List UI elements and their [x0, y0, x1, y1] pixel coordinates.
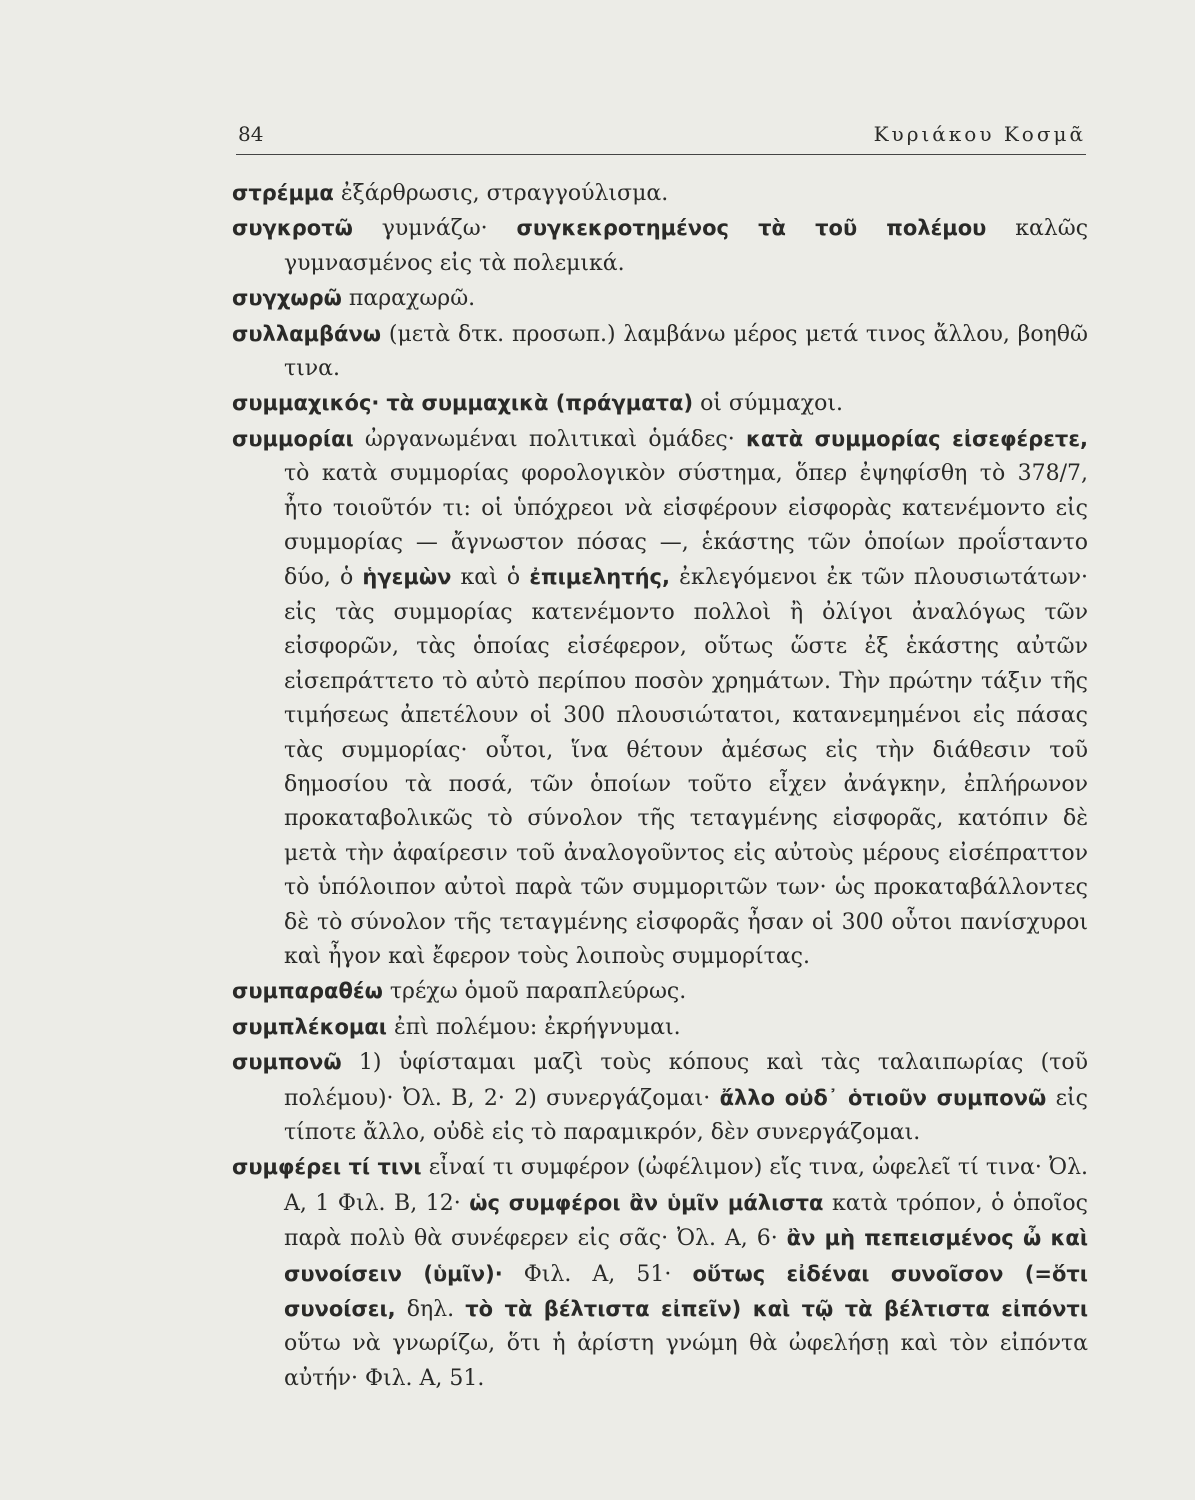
- headword: συμπλέκομαι: [232, 1014, 387, 1039]
- phrase-definition: εἰς τίποτε ἄλλο, οὐδὲ εἰς τὸ παραμικρόν, δὲν συνεργάζομαι.: [284, 1085, 1088, 1145]
- explanation-text: οὕτω νὰ γνωρίζω, ὅτι ἡ ἀρίστη γνώμη θὰ ὠφελήσῃ καὶ τὸν εἰπόντα αὐτήν· Φιλ. Α, 51.: [284, 1331, 1088, 1391]
- phrase: ὡς συμφέροι ἂν ὑμῖν μάλιστα: [469, 1190, 824, 1215]
- definition: 1) ὑφίσταμαι μαζὶ τοὺς κόπους καὶ τὰς ταλαιπωρίας (τοῦ πολέμου)· Ὀλ. Β, 2· 2) συνεργάζομαι·: [284, 1050, 1088, 1111]
- glossary-body: [232, 176, 1088, 1396]
- phrase: ἄλλο οὐδ᾽ ὁτιοῦν συμπονῶ: [719, 1085, 1047, 1110]
- headword: συμμορίαι: [232, 426, 354, 451]
- headword: συμπαραθέω: [232, 979, 383, 1004]
- explanation-text: Φιλ. Α, 51·: [523, 1261, 672, 1287]
- phrase-definition: καλῶς γυμνασμένος εἰς τὰ πολεμικά.: [284, 216, 1089, 276]
- entry-symmachikos: [232, 386, 1088, 421]
- explanation-text: τὸ κατὰ συμμορίας φορολογικὸν σύστημα, ὅπερ ἐψηφίσθη τὸ 378/7, ἦτο τοιοῦτόν τι: οἱ ὑπόχρεοι νὰ εἰσφέρουν εἰσφορὰς κατενέμοντο εἰς συμμορίας — ἄγνωστον πόσας —, ἑκάστης τῶν ὁποίων προΐσταντο δύο, ὁ: [284, 461, 1088, 591]
- headword: συμφέρει τί τινι: [232, 1155, 422, 1180]
- headword: συγκροτῶ: [232, 216, 353, 241]
- definition: ἐπὶ πολέμου: ἐκρήγνυμαι.: [394, 1014, 681, 1040]
- entry-symplekomai: [232, 1010, 1088, 1045]
- explanation-text: δηλ.: [406, 1297, 455, 1322]
- phrase: ἂν μὴ πεπεισμένος ὦ καὶ συνοίσειν (ὑμῖν)·: [284, 1226, 1088, 1286]
- entry-syllamvano: [232, 317, 1088, 387]
- page-header: [236, 118, 1086, 155]
- entry-stremma: [232, 176, 1088, 211]
- entry-symmoriai: [232, 422, 1088, 975]
- explanation-text: κατὰ τρόπον, ὁ ὁποῖος παρὰ πολὺ θὰ συνέφερεν εἰς σᾶς· Ὀλ. Α, 6·: [284, 1190, 1088, 1252]
- explanation-text: καὶ ὁ: [460, 565, 521, 591]
- phrase: τὰ συμμαχικὰ (πράγματα): [386, 391, 694, 416]
- headword: στρέμμα: [232, 181, 334, 205]
- entry-symparatheo: [232, 974, 1088, 1009]
- phrase: συγκεκροτημένος τὰ τοῦ πολέμου: [516, 216, 987, 241]
- definition: τρέχω ὁμοῦ παραπλεύρως.: [389, 979, 687, 1005]
- definition: (μετὰ δτκ. προσωπ.) λαμβάνω μέρος μετά τινος ἄλλου, βοηθῶ τινα.: [284, 321, 1088, 382]
- definition: εἶναί τι συμφέρον (ὠφέλιμον) εἴς τινα, ὠφελεῖ τί τινα· Ὀλ. Α, 1 Φιλ. Β, 12·: [284, 1155, 1089, 1216]
- headword: συγχωρῶ: [232, 286, 342, 311]
- running-head: Κυριάκου Κοσμᾶ: [873, 122, 1086, 146]
- phrase: κατὰ συμμορίας εἰσεφέρετε,: [745, 426, 1088, 451]
- term-epimeletes: ἐπιμελητής,: [529, 565, 670, 590]
- entry-sygkroto: [232, 211, 1088, 281]
- definition: ἐξάρθρωσις, στραγγούλισμα.: [340, 181, 669, 206]
- definition: ὠργανωμέναι πολιτικαὶ ὁμάδες·: [364, 426, 735, 452]
- explanation-text: ἐκλεγόμενοι ἐκ τῶν πλουσιωτάτων· εἰς τὰς συμμορίας κατενέμοντο πολλοὶ ἢ ὀλίγοι ἀναλόγως τῶν εἰσφορῶν, τὰς ὁποίας εἰσέφερον, οὕτως ὥστε ἐξ ἑκάστης αὐτῶν εἰσεπράττετο τὸ αὐτὸ περίπου ποσὸν χρημάτων. Τὴν πρώτην τάξιν τῆς τιμήσεως ἀπετέλουν οἱ 300 πλουσιώτατοι, κατανεμημένοι εἰς πάσας τὰς συμμορίας· οὗτοι, ἵνα θέτουν ἀμέσως εἰς τὴν διάθεσιν τοῦ δημοσίου τὰ ποσά, τῶν ὁποίων τοῦτο εἶχεν ἀνάγκην, ἐπλήρωνον προκαταβολικῶς τὸ σύνολον τῆς τεταγμένης εἰσφορᾶς, κατόπιν δὲ μετὰ τὴν ἀφαίρεσιν τοῦ ἀναλογοῦντος εἰς αὐτοὺς μέρους εἰσέπραττον τὸ ὑπόλοιπον αὐτοὶ παρὰ τῶν συμμοριτῶν των· ὡς προκαταβάλλοντες δὲ τὸ σύνολον τῆς τεταγμένης εἰσφορᾶς ἦσαν οἱ 300 οὗτοι πανίσχυροι καὶ ἦγον καὶ ἔφερον τοὺς λοιποὺς συμμορίτας.: [284, 565, 1088, 969]
- headword: συλλαμβάνω: [232, 321, 382, 346]
- entry-sympherei: [232, 1150, 1088, 1396]
- definition: παραχωρῶ.: [348, 286, 476, 312]
- page-number: 84: [238, 122, 264, 146]
- phrase-definition: οἱ σύμμαχοι.: [700, 391, 843, 417]
- entry-sygchoro: [232, 281, 1088, 316]
- entry-symponó: [232, 1045, 1088, 1150]
- headword: συμμαχικός·: [232, 391, 380, 416]
- phrase: τὸ τὰ βέλτιστα εἰπεῖν) καὶ τῷ τὰ βέλτιστα εἰπόντι: [465, 1297, 1089, 1321]
- phrase: οὕτως εἰδέναι συνοῖσον (=ὅτι συνοίσει,: [284, 1261, 1088, 1321]
- headword: συμπονῶ: [232, 1050, 342, 1075]
- term-hegemon: ἡγεμὼν: [362, 565, 452, 590]
- definition: γυμνάζω·: [381, 216, 488, 242]
